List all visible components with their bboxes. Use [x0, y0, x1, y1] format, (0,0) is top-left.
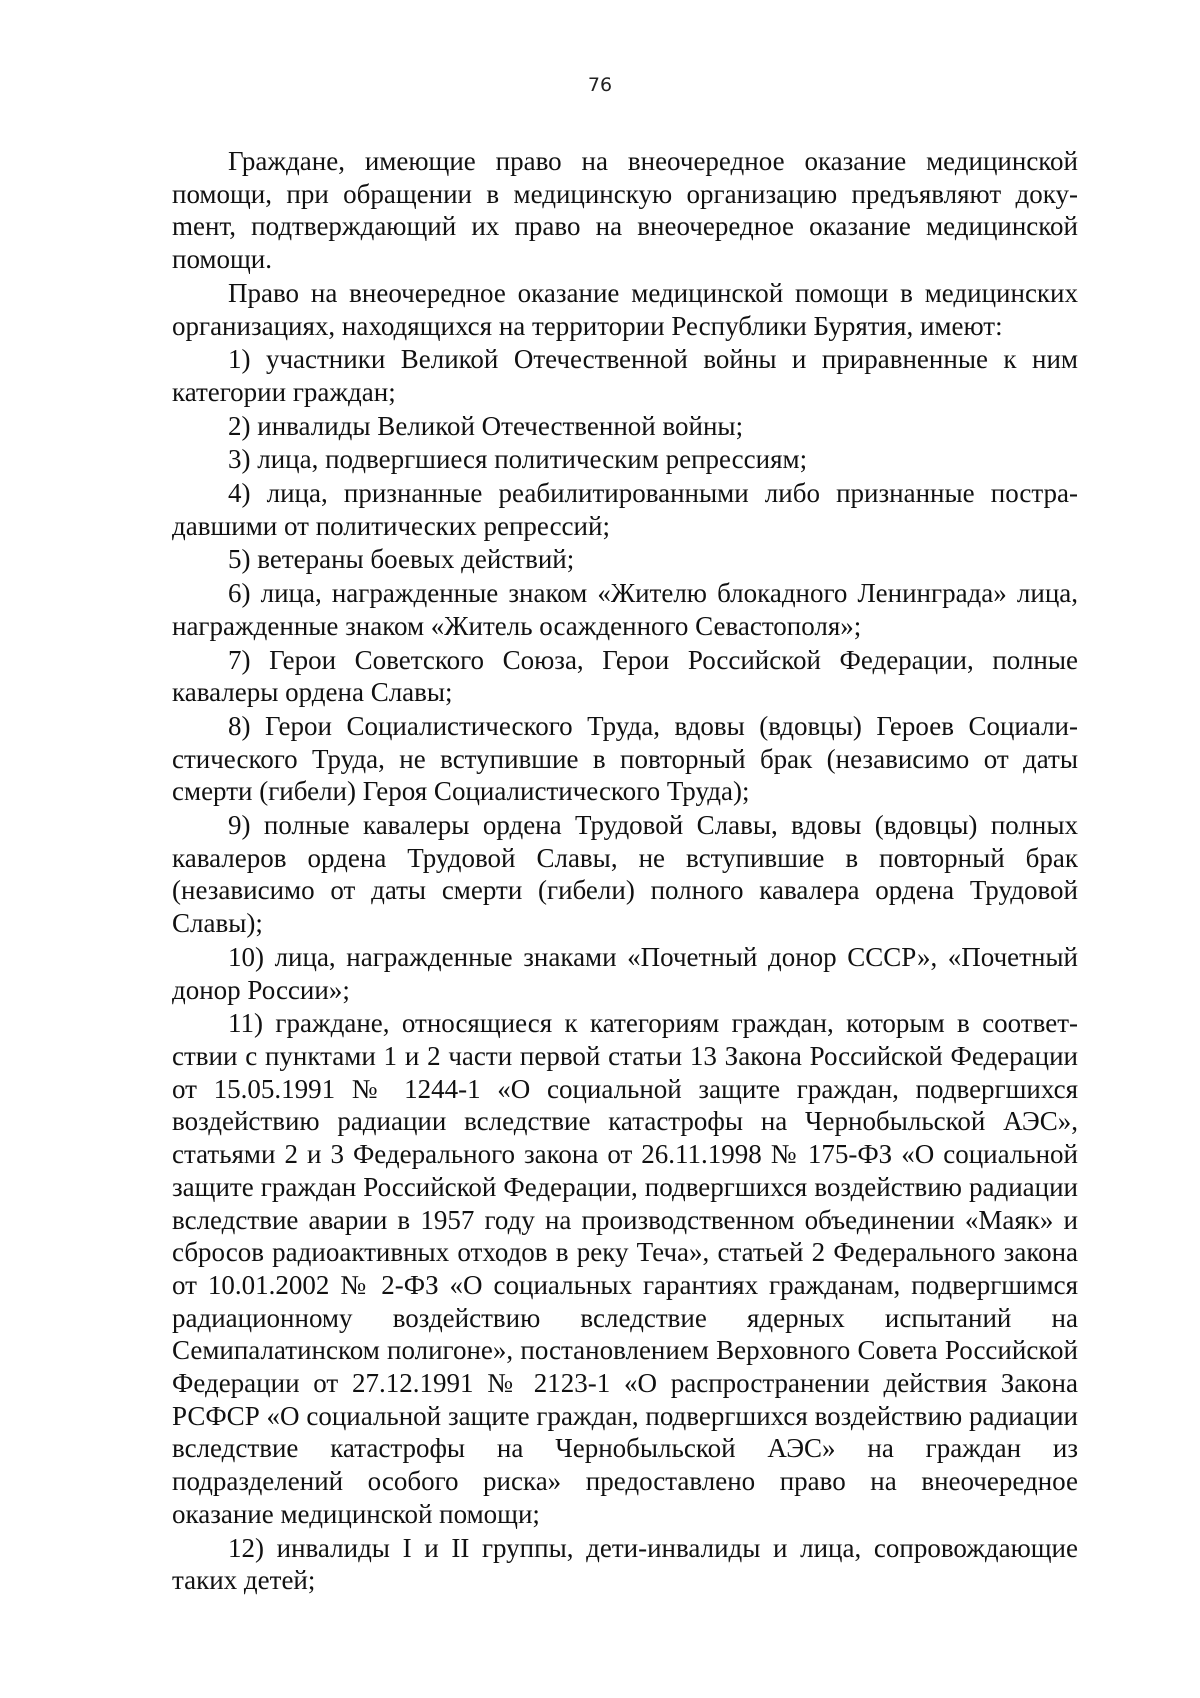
- paragraph-intro: Граждане, имеющие право на внеочередное оказание медицинской помощи, при обращении в медицинскую организацию предъявляют докуmент, подтверждающий их право на внеочередное оказание медицинской помощи.: [172, 146, 1078, 275]
- list-item-8: 8) Герои Социалистического Труда, вдовы (вдовцы) Героев Социалистического Труда, не вступившие в повторный брак (независимо от даты смерти (гибели) Героя Социалистического Труда);: [172, 710, 1078, 807]
- list-item-7: 7) Герои Советского Союза, Герои Российской Федерации, полные кавалеры ордена Славы;: [172, 644, 1078, 708]
- paragraph-right-holders: Право на внеочередное оказание медицинской помощи в медицинских организациях, находящихся на территории Республики Бурятия, имеют:: [172, 277, 1078, 341]
- list-item-2: 2) инвалиды Великой Отечественной войны;: [228, 410, 744, 441]
- list-item-6: 6) лица, награжденные знаком «Жителю блокадного Ленинграда» лица, награжденные знаком «Житель осажденного Севастополя»;: [172, 578, 1078, 641]
- list-item-9: 9) полные кавалеры ордена Трудовой Славы, вдовы (вдовцы) полных кавалеров ордена Трудовой Славы, не вступившие в повторный брак (независимо от даты смерти (гибели) полного кавалера ордена Трудовой Славы);: [172, 810, 1078, 939]
- list-item-3: 3) лица, подвергшиеся политическим репрессиям;: [228, 444, 808, 475]
- list-item-5: 5) ветераны боевых действий;: [228, 544, 575, 575]
- list-item-4: 4) лица, признанные реабилитированными либо признанные пострадавшими от политических репрессий;: [172, 478, 1078, 541]
- page-number: 76: [587, 74, 613, 96]
- document-body: [172, 145, 1078, 1597]
- list-item-10: 10) лица, награжденные знаками «Почетный донор СССР», «Почетный донор России»;: [172, 941, 1078, 1005]
- list-item-12: 12) инвалиды I и II группы, дети-инвалиды и лица, сопровождающие таких детей;: [172, 1532, 1078, 1596]
- list-item-1: 1) участники Великой Отечественной войны и приравненные к ним категории граждан;: [172, 344, 1078, 407]
- list-item-11: 11) граждане, относящиеся к категориям граждан, которым в соответствии с пунктами 1 и 2 части первой статьи 13 Закона Российской Федерации от 15.05.1991 № 1244-1 «О социальной защите граждан, подвергшихся воздействию радиации вследствие катастрофы на Чернобыльской АЭС», статьями 2 и 3 Федерального закона от 26.11.1998 № 175-ФЗ «О социальной защите граждан Российской Федерации, подвергшихся воздействию радиации вследствие аварии в 1957 году на производственном объединении «Маяк» и сбросов радиоактивных отходов в реку Теча», статьей 2 Федерального закона от 10.01.2002 № 2-ФЗ «О социальных гарантиях гражданам, подвергшимся радиационному воздействию вследствие ядерных испытаний на Семипалатинском полигоне», постановлением Верховного Совета Российской Федерации от 27.12.1991 № 2123-1 «О распространении действия Закона РСФСР «О социальной защите граждан, подвергшихся воздействию радиации вследствие катастрофы на Чернобыльской АЭС» на граждан из подразделений особого риска» предоставлено право на внеочередное оказание медицинской помощи;: [172, 1008, 1078, 1529]
